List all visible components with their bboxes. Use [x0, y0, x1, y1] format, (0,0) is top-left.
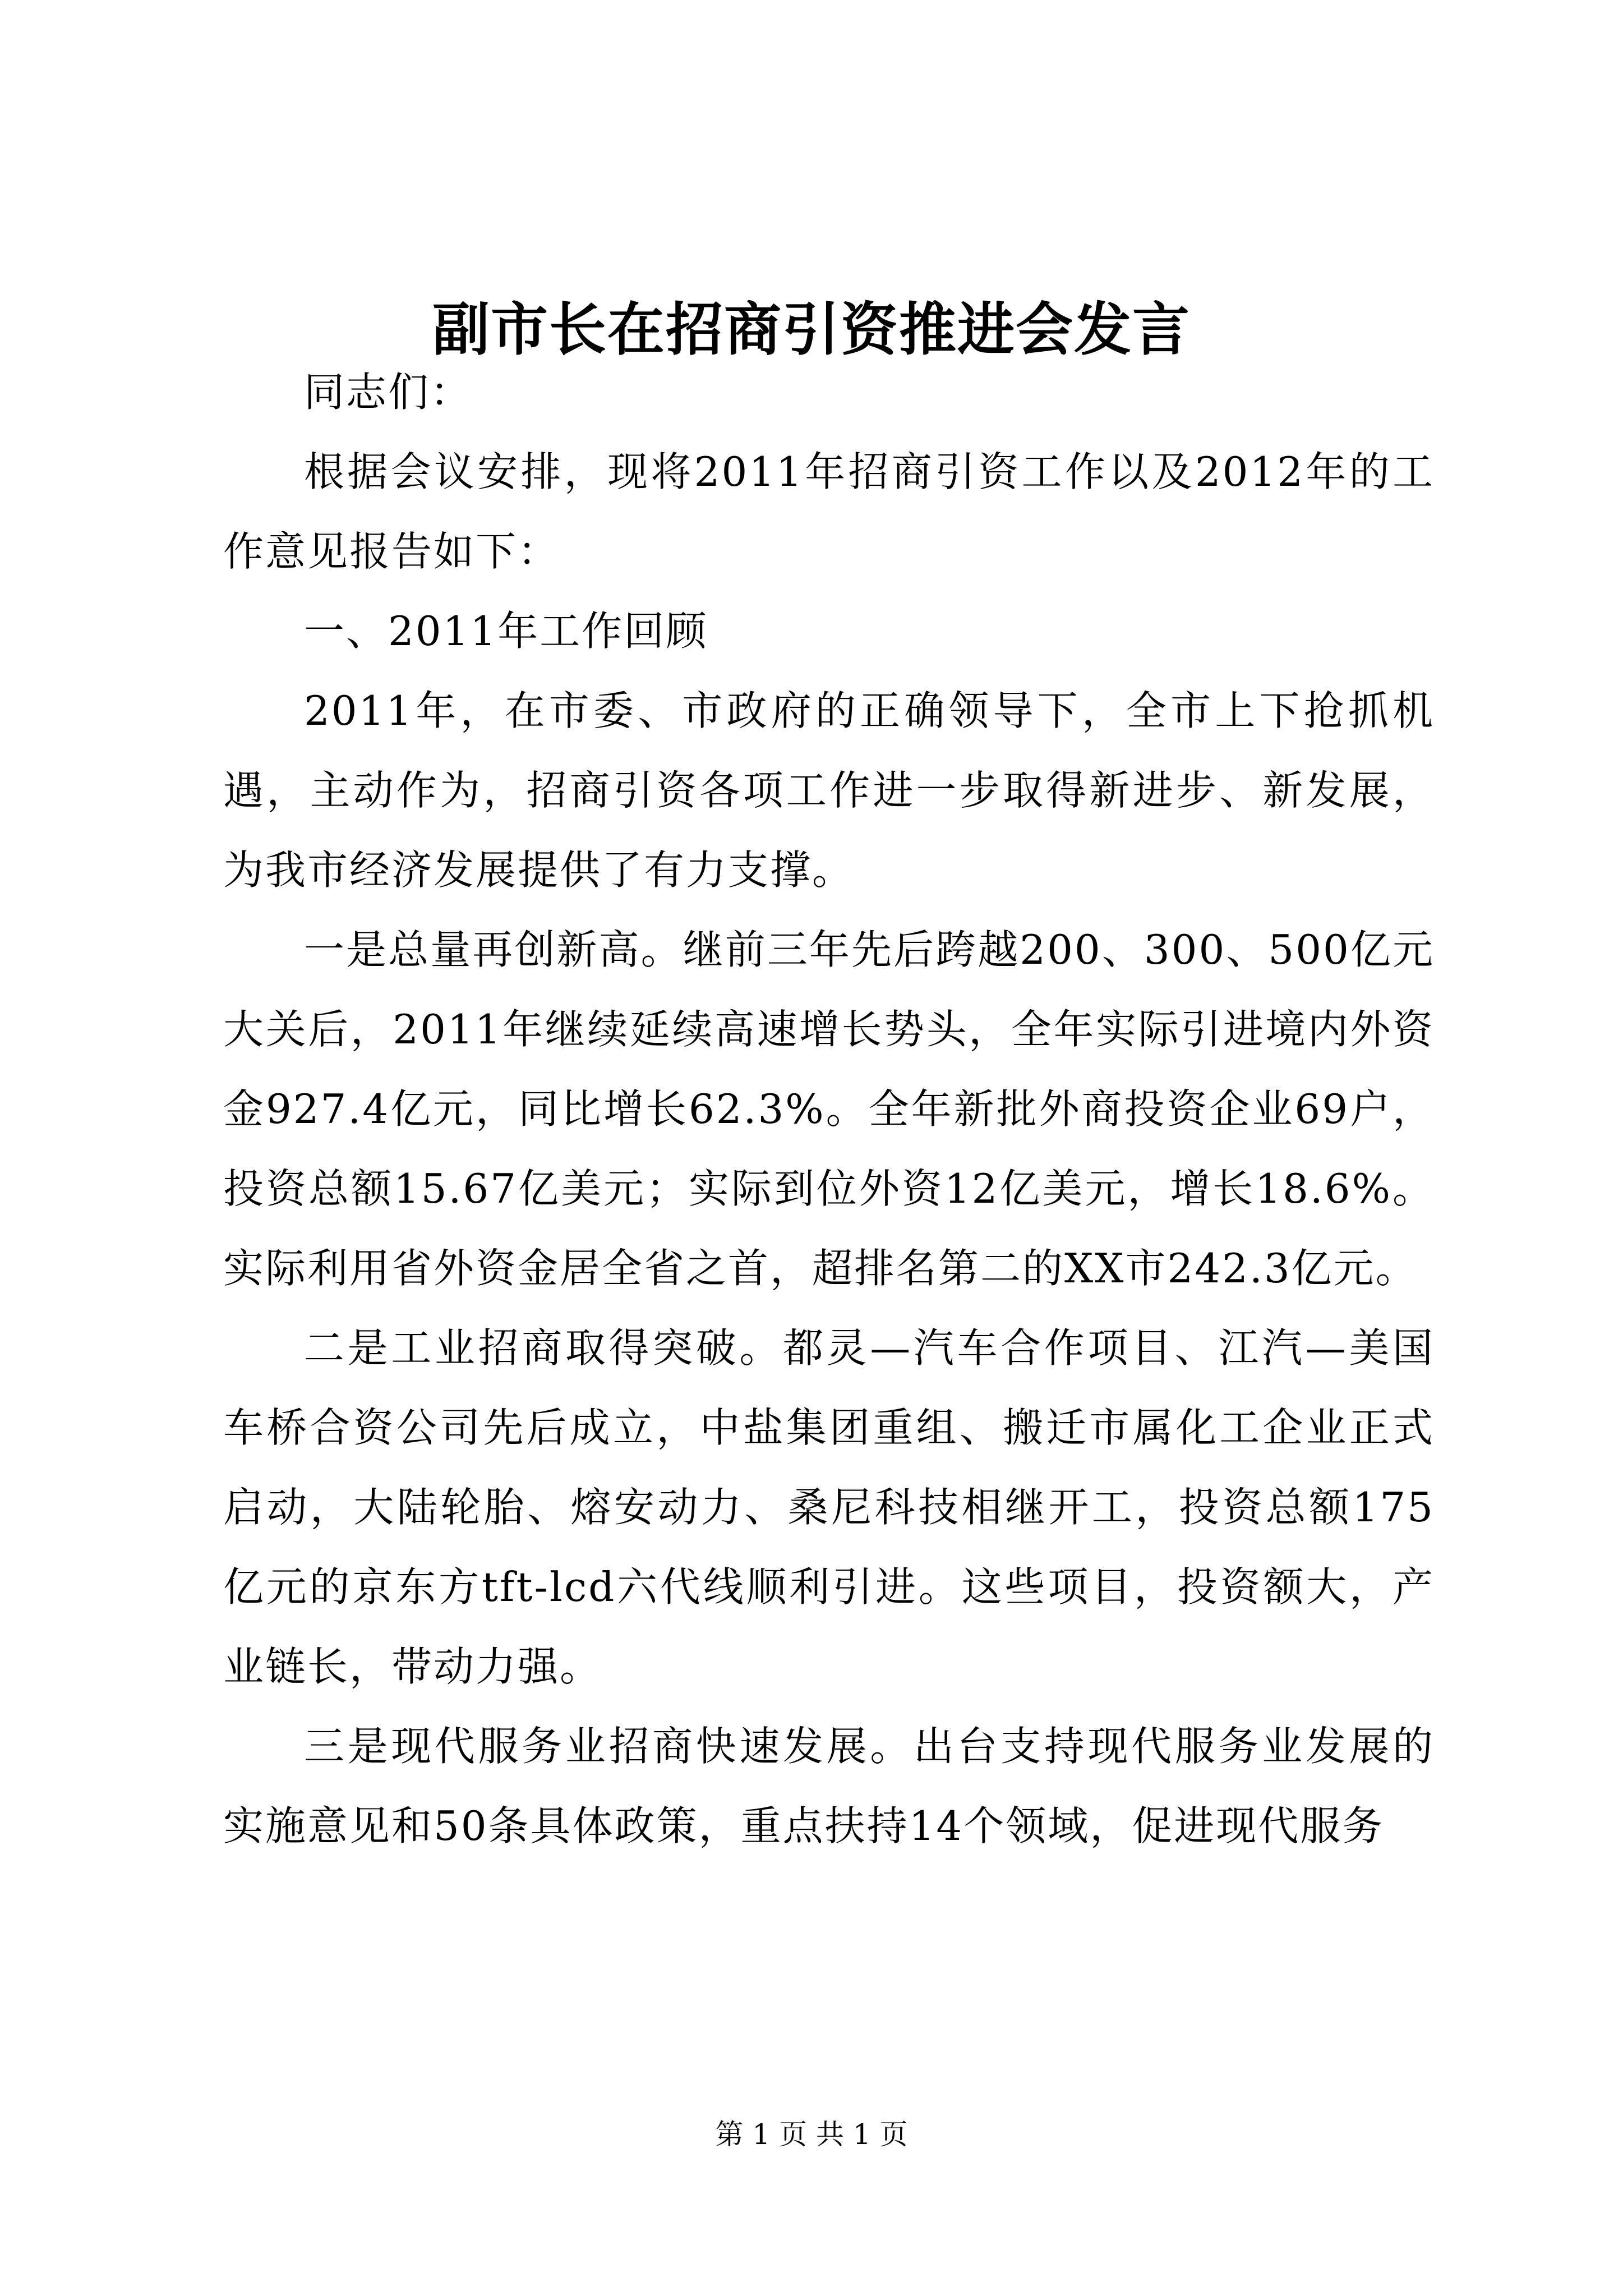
- section-heading: 一、2011年工作回顾: [304, 608, 708, 655]
- body-paragraph: 一是总量再创新高。继前三年先后跨越200、300、500亿元大关后，2011年继续延续高速增长势头，全年实际引进境内外资金927.4亿元，同比增长62.3%。全年新批外商投资企业69户，投资总额15.67亿美元；实际到位外资12亿美元，增长18.6%。实际利用省外资金居全省之首，超排名第二的XX市242.3亿元。: [223, 926, 1435, 1292]
- salutation-paragraph: 同志们：: [304, 369, 473, 416]
- body-paragraph: 三是现代服务业招商快速发展。出台支持现代服务业发展的实施意见和50条具体政策，重点扶持14个领域，促进现代服务: [223, 1723, 1435, 1849]
- body-paragraph: 二是工业招商取得突破。都灵—汽车合作项目、江汽—美国车桥合资公司先后成立，中盐集团重组、搬迁市属化工企业正式启动，大陆轮胎、熔安动力、桑尼科技相继开工，投资总额175亿元的京东方tft-lcd六代线顺利引进。这些项目，投资额大，产业链长，带动力强。: [223, 1324, 1435, 1690]
- document-body: [223, 352, 1435, 1866]
- intro-paragraph: 根据会议安排，现将2011年招商引资工作以及2012年的工作意见报告如下：: [223, 448, 1435, 575]
- body-paragraph: 2011年，在市委、市政府的正确领导下，全市上下抢抓机遇，主动作为，招商引资各项工作进一步取得新进步、新发展，为我市经济发展提供了有力支撑。: [223, 687, 1435, 894]
- page-footer: 第 1 页 共 1 页: [715, 2118, 908, 2151]
- document-title: 副市长在招商引资推进会发言: [432, 296, 1191, 364]
